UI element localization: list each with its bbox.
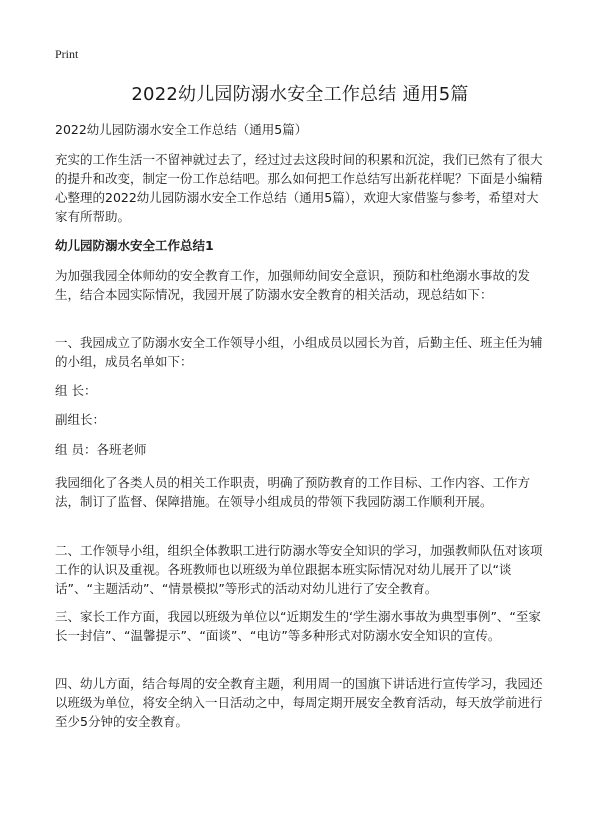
paragraph-6: 我园细化了各类人员的相关工作职责，明确了预防教育的工作目标、工作内容、工作方法，制订了监督、保障措施。在领导小组成员的带领下我园防溺工作顺利开展。 xyxy=(55,475,531,509)
group-member-line: 组 员：各班老师 xyxy=(55,442,147,457)
group-leader-line: 组 长： xyxy=(55,383,97,398)
deputy-leader-line: 副组长： xyxy=(55,412,106,427)
print-link[interactable]: Print xyxy=(55,47,79,61)
paragraph-1: 为加强我园全体师幼的安全教育工作，加强师幼间安全意识，预防和杜绝溺水事故的发生，结合本园实际情况，我园开展了防溺水安全教育的相关活动，现总结如下： xyxy=(55,268,531,302)
document-subtitle: 2022幼儿园防溺水安全工作总结（通用5篇） xyxy=(55,122,308,137)
intro-paragraph: 充实的工作生活一不留神就过去了，经过过去这段时间的积累和沉淀，我们已然有了很大的提升和改变，制定一份工作总结吧。那么如何把工作总结写出新花样呢？下面是小编精心整理的2022幼儿园防溺水安全工作总结（通用5篇），欢迎大家借鉴与参考，希望对大家有所帮助。 xyxy=(55,152,543,224)
paragraph-2: 一、我园成立了防溺水安全工作领导小组，小组成员以园长为首，后勤主任、班主任为辅的小组，成员名单如下： xyxy=(55,335,543,369)
page-title: 2022幼儿园防溺水安全工作总结 通用5篇 xyxy=(131,84,469,105)
paragraph-7: 二、工作领导小组，组织全体教职工进行防溺水等安全知识的学习，加强教师队伍对该项工作的认识及重视。各班教师也以班级为单位跟据本班实际情况对幼儿展开了以“谈话”、“主题活动”、“情景模拟”等形式的活动对幼儿进行了安全教育。 xyxy=(55,543,543,596)
paragraph-9: 四、幼儿方面，结合每周的安全教育主题，利用周一的国旗下讲话进行宣传学习，我园还以班级为单位，将安全纳入一日活动之中，每周定期开展安全教育活动，每天放学前进行至少5分钟的安全教育。 xyxy=(55,676,543,729)
paragraph-8: 三、家长工作方面，我园以班级为单位以“近期发生的‘学生溺水事故为典型事例”、“至家长一封信”、“温馨提示”、“面谈”、“电访”等多种形式对防溺水安全知识的宣传。 xyxy=(55,609,541,643)
section-heading: 幼儿园防溺水安全工作总结1 xyxy=(55,238,214,253)
